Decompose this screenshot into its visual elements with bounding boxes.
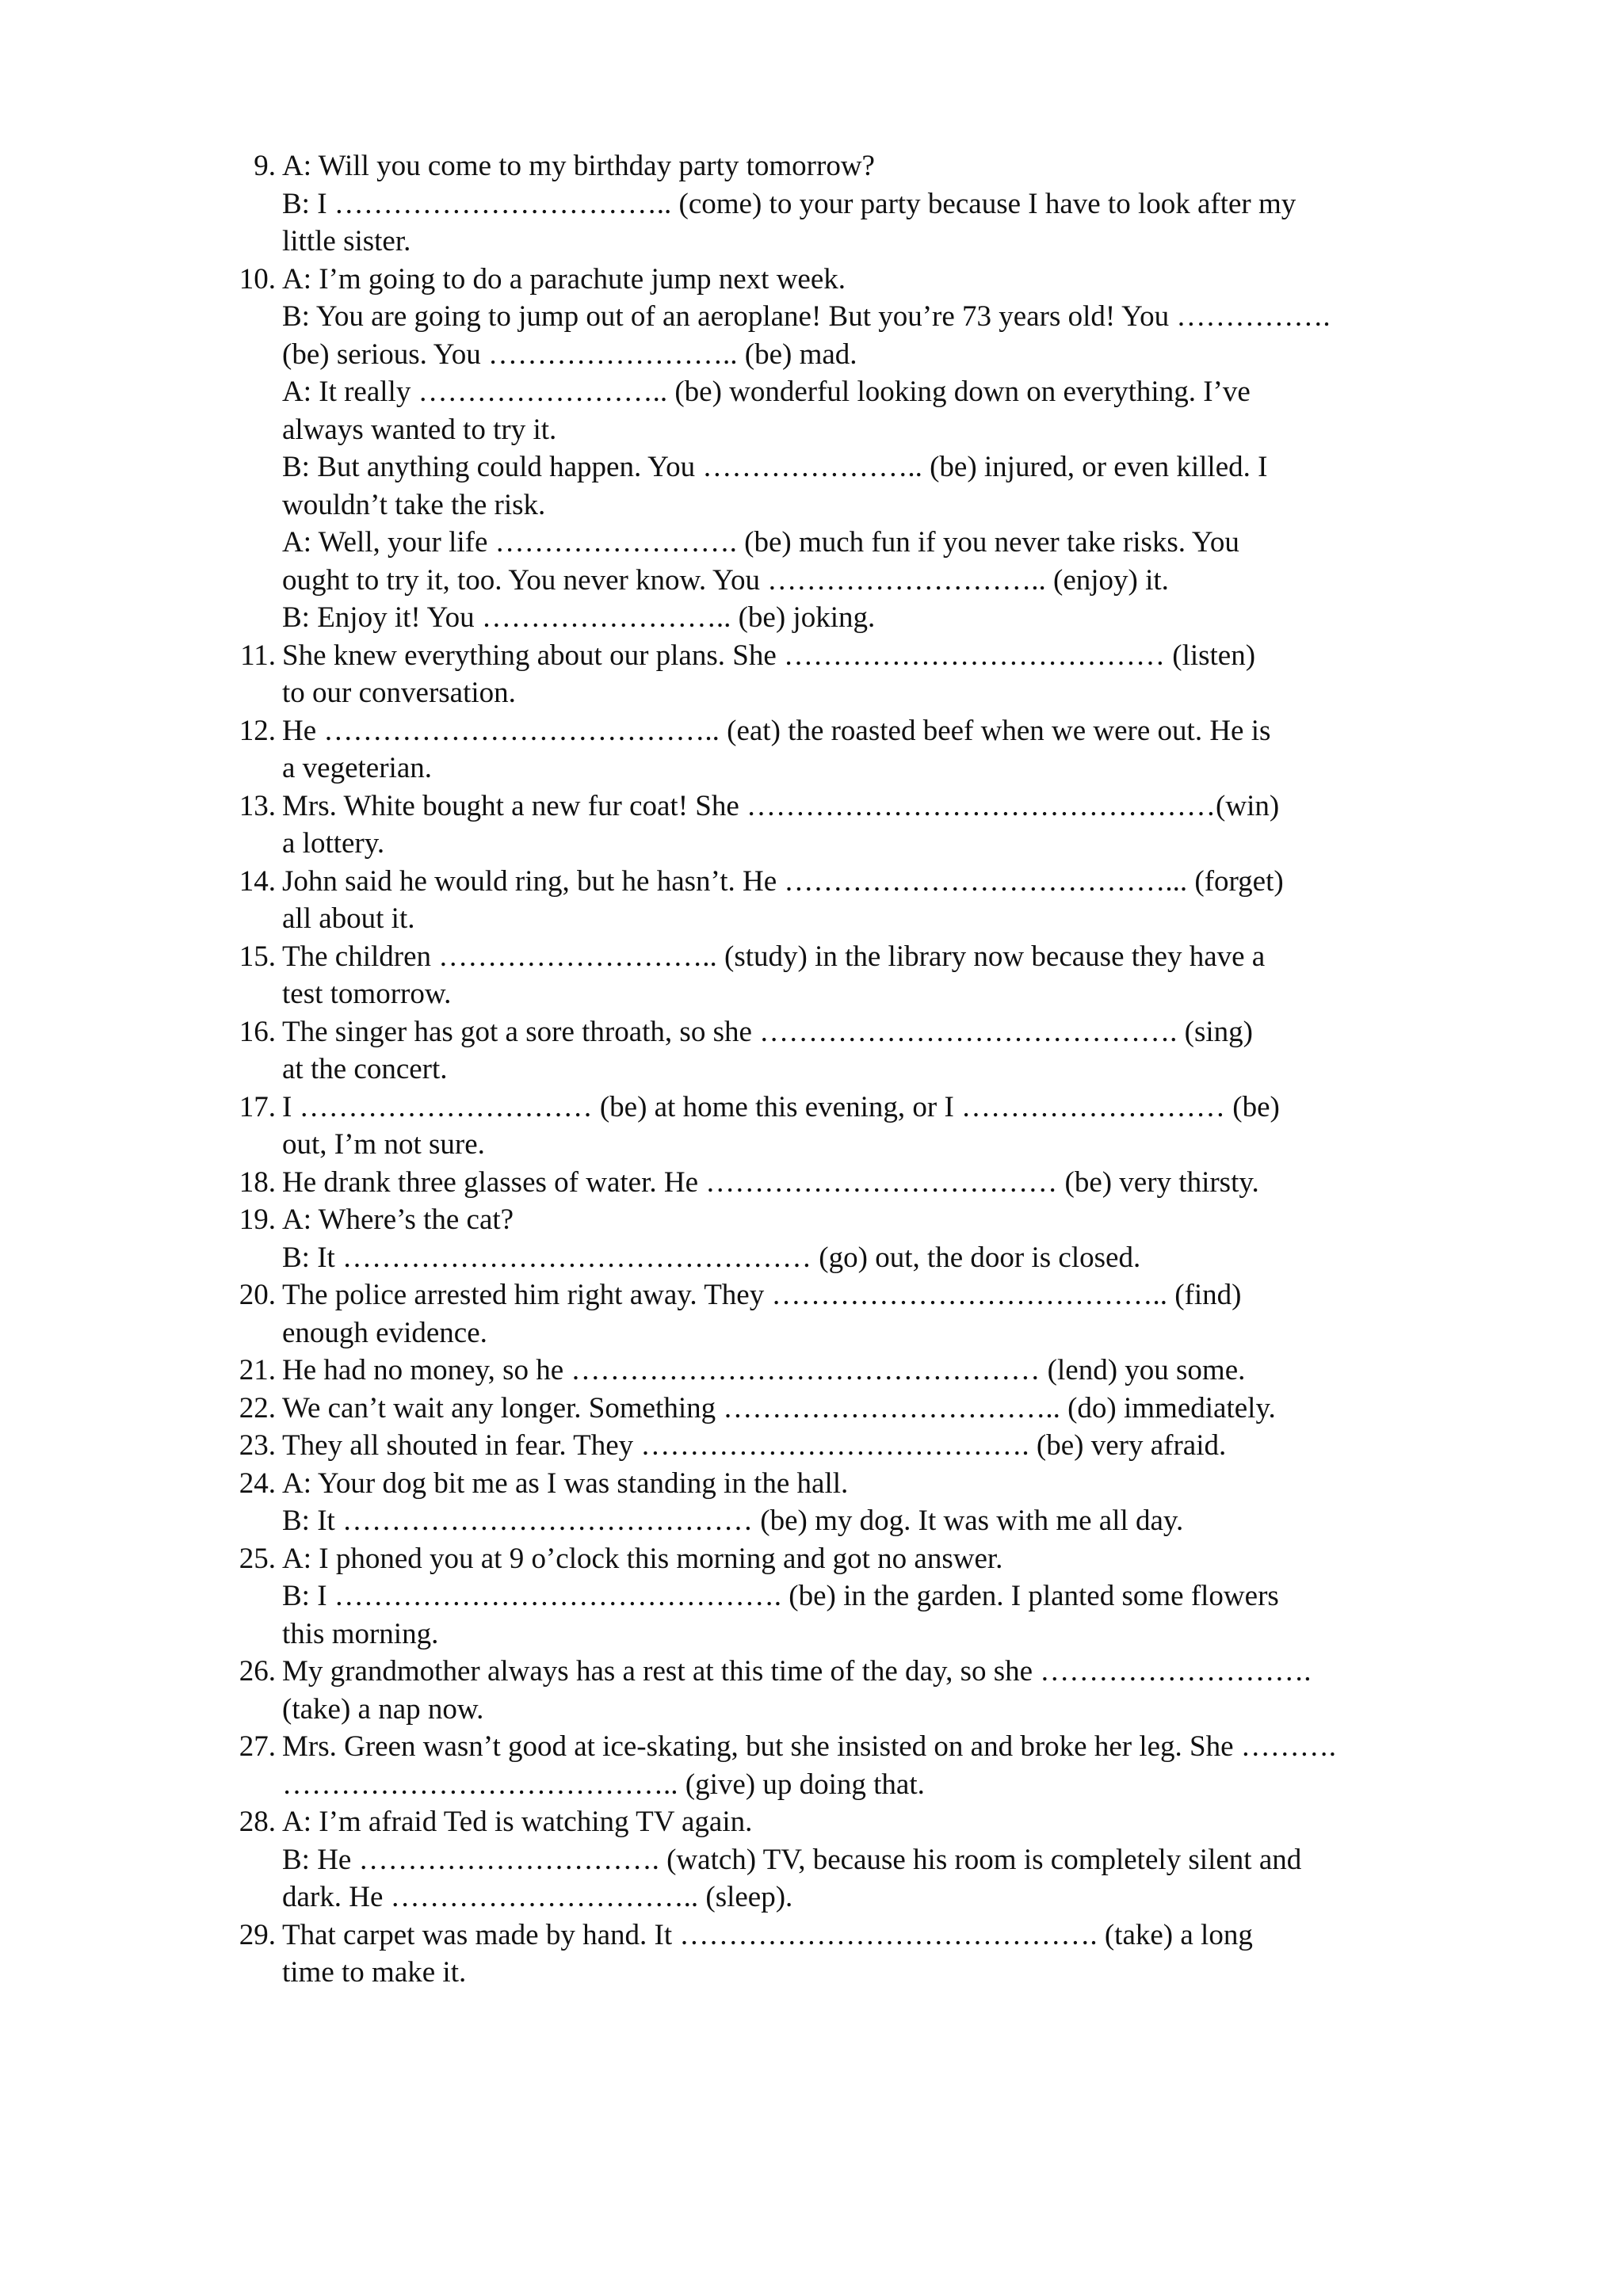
item-line: A: I’m going to do a parachute jump next week. — [282, 262, 846, 296]
exercise-item — [230, 1465, 1482, 1540]
exercise-item — [230, 1390, 1482, 1428]
item-line: always wanted to try it. — [282, 413, 557, 446]
item-line: The children ……………………….. (study) in the library now because they have a — [282, 940, 1266, 973]
exercise-item — [230, 637, 1482, 712]
item-number: 12. — [239, 714, 276, 747]
item-number: 22. — [239, 1391, 276, 1425]
item-line: I ………………………… (be) at home this evening, or I ……………………… (be) — [282, 1090, 1280, 1123]
item-number: 19. — [239, 1203, 276, 1236]
item-line: John said he would ring, but he hasn’t. He …………………………………... (forget) — [282, 864, 1284, 898]
exercise-item — [230, 1089, 1482, 1164]
item-number: 9. — [254, 150, 276, 182]
item-line: B: But anything could happen. You ………………….. (be) injured, or even killed. I — [282, 451, 1268, 483]
exercise-item — [230, 261, 1482, 637]
item-line: a vegeterian. — [282, 752, 432, 784]
item-line: He had no money, so he ………………………………………… (lend) you some. — [282, 1354, 1246, 1386]
item-number: 11. — [240, 639, 276, 672]
item-number: 29. — [239, 1918, 276, 1951]
item-line: He drank three glasses of water. He ……………………………… (be) very thirsty. — [282, 1165, 1259, 1199]
item-line: little sister. — [282, 225, 411, 257]
item-line: The police arrested him right away. They ………………………………….. (find) — [282, 1279, 1242, 1311]
item-number: 10. — [239, 262, 276, 296]
item-line: Mrs. White bought a new fur coat! She …………………………………………(win) — [282, 789, 1280, 822]
item-line: B: You are going to jump out of an aeroplane! But you’re 73 years old! You ……………. — [282, 300, 1331, 333]
item-line: B: I …………………………….. (come) to your party because I have to look after my — [282, 187, 1296, 220]
item-line: time to make it. — [282, 1956, 467, 1989]
item-line: ought to try it, too. You never know. You ……………………….. (enjoy) it. — [282, 563, 1169, 597]
exercise-item — [230, 788, 1482, 863]
exercise-item — [230, 1803, 1482, 1917]
item-line: ………………………………….. (give) up doing that. — [282, 1768, 925, 1801]
item-line: That carpet was made by hand. It ……………………………………. (take) a long — [282, 1918, 1253, 1951]
item-line: wouldn’t take the risk. — [282, 488, 546, 521]
item-line: She knew everything about our plans. She ………………………………… (listen) — [282, 639, 1256, 672]
item-number: 27. — [239, 1730, 276, 1763]
item-line: My grandmother always has a rest at this time of the day, so she ………………………. — [282, 1655, 1312, 1688]
exercise-item — [230, 1164, 1482, 1202]
item-number: 24. — [239, 1466, 276, 1500]
item-line: at the concert. — [282, 1053, 448, 1085]
exercise-item — [230, 1653, 1482, 1728]
item-line: A: Where’s the cat? — [282, 1203, 514, 1236]
item-line: out, I’m not sure. — [282, 1128, 485, 1161]
item-number: 28. — [239, 1806, 276, 1838]
exercise-item — [230, 863, 1482, 938]
item-number: 16. — [239, 1015, 276, 1048]
item-line: B: It …………………………………… (be) my dog. It was with me all day. — [282, 1505, 1184, 1537]
item-number: 25. — [239, 1542, 276, 1575]
item-number: 17. — [239, 1090, 276, 1123]
exercise-item — [230, 1352, 1482, 1390]
item-number: 18. — [239, 1165, 276, 1199]
item-line: Mrs. Green wasn’t good at ice-skating, but she insisted on and broke her leg. She ………. — [282, 1730, 1337, 1763]
item-number: 14. — [239, 864, 276, 898]
item-line: B: I ………………………………………. (be) in the garden. I planted some flowers — [282, 1580, 1279, 1612]
item-line: all about it. — [282, 902, 415, 935]
exercise-list — [230, 147, 1482, 1992]
item-number: 13. — [239, 789, 276, 822]
item-line: A: Your dog bit me as I was standing in the hall. — [282, 1466, 849, 1500]
item-line: to our conversation. — [282, 677, 516, 709]
item-line: B: He …………………………. (watch) TV, because his room is completely silent and — [282, 1843, 1302, 1876]
item-line: a lottery. — [282, 827, 385, 860]
item-line: A: I’m afraid Ted is watching TV again. — [282, 1806, 753, 1838]
item-number: 15. — [239, 940, 276, 973]
item-line: B: Enjoy it! You …………………….. (be) joking. — [282, 601, 876, 634]
exercise-item — [230, 1201, 1482, 1276]
exercise-item — [230, 1427, 1482, 1465]
item-line: enough evidence. — [282, 1316, 487, 1349]
item-line: (be) serious. You …………………….. (be) mad. — [282, 338, 857, 371]
item-line: this morning. — [282, 1617, 439, 1650]
item-number: 21. — [239, 1354, 276, 1386]
item-line: They all shouted in fear. They …………………………………. (be) very afraid. — [282, 1429, 1227, 1462]
exercise-item — [230, 712, 1482, 788]
exercise-item — [230, 938, 1482, 1013]
item-number: 26. — [239, 1655, 276, 1688]
item-line: A: Will you come to my birthday party tomorrow? — [282, 150, 875, 182]
item-number: 20. — [239, 1279, 276, 1311]
item-line: (take) a nap now. — [282, 1692, 484, 1726]
item-line: B: It ………………………………………… (go) out, the door is closed. — [282, 1241, 1141, 1274]
item-line: He ………………………………….. (eat) the roasted beef when we were out. He is — [282, 714, 1271, 747]
item-line: test tomorrow. — [282, 978, 452, 1010]
item-line: A: I phoned you at 9 o’clock this morning and got no answer. — [282, 1542, 1003, 1575]
item-number: 23. — [239, 1429, 276, 1462]
exercise-item — [230, 147, 1482, 261]
exercise-item — [230, 1013, 1482, 1089]
exercise-item — [230, 1728, 1482, 1803]
item-line: The singer has got a sore throath, so she ……………………………………. (sing) — [282, 1015, 1253, 1048]
item-line: A: Well, your life ……………………. (be) much fun if you never take risks. You — [282, 526, 1239, 559]
exercise-item — [230, 1917, 1482, 1992]
exercise-item — [230, 1540, 1482, 1653]
item-line: We can’t wait any longer. Something …………………………….. (do) immediately. — [282, 1391, 1276, 1425]
item-line: A: It really …………………….. (be) wonderful looking down on everything. I’ve — [282, 376, 1251, 408]
item-line: dark. He ………………………….. (sleep). — [282, 1881, 793, 1913]
exercise-item — [230, 1276, 1482, 1352]
